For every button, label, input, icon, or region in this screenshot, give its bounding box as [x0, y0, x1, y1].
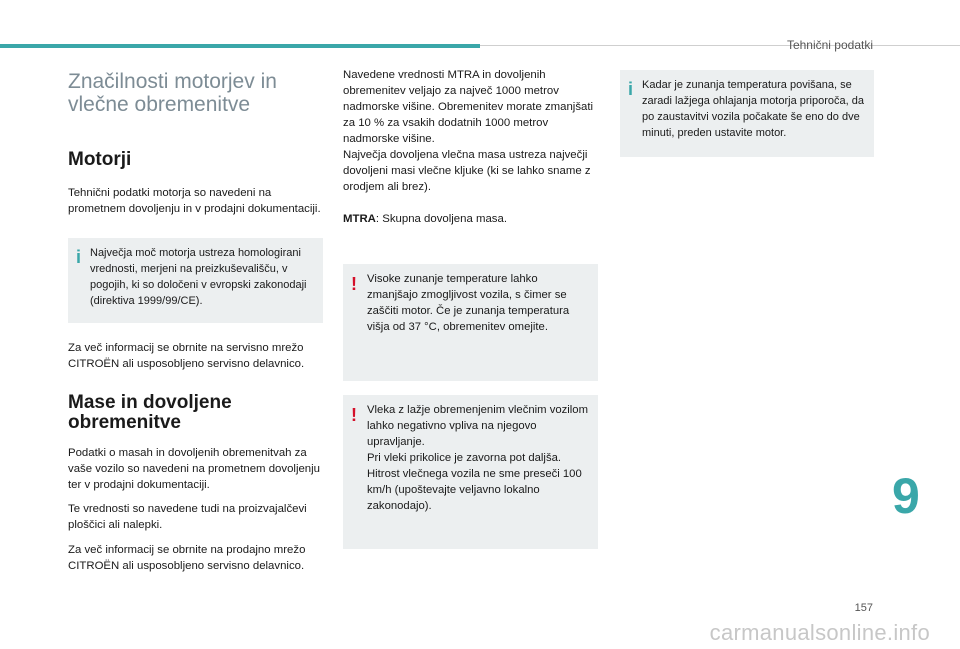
- warning-box-temperature: [343, 264, 598, 381]
- mtra-definition: [343, 211, 599, 227]
- tow-text: Največja dovoljena vlečna masa ustreza največji dovoljeni masi vlečne kljuke (ki se lahko sname z orodjem ali brez).: [343, 149, 591, 193]
- warning-box-text-b: Pri vleki prikolice je zavorna pot daljša.: [367, 452, 562, 464]
- chapter-title: Tehnični podatki: [786, 38, 873, 52]
- weights-text-3: Za več informacij se obrnite na prodajno mrežo CITROËN ali usposobljeno servisno delavnico.: [68, 544, 306, 572]
- info-icon: i: [628, 79, 634, 99]
- header-rule: [480, 45, 960, 46]
- page-number: 157: [854, 602, 873, 614]
- info-box-cooling: [620, 70, 874, 157]
- mtra-def: : Skupna dovoljena masa.: [375, 213, 507, 225]
- warning-box-text-a: Vleka z lažje obremenjenim vlečnim vozilom lahko negativno vpliva na njegovo upravljanje.: [367, 404, 589, 448]
- watermark: carmanualsonline.info: [709, 620, 930, 645]
- warning-box-text: Visoke zunanje temperature lahko zmanjšajo zmogljivost vozila, s čimer se zaščiti motor. Če je zunanja temperatura višja od 37 °C, obremenitev omejite.: [367, 273, 570, 333]
- info-box-text: Največja moč motorja ustreza homologirani vrednosti, merjeni na preizkuševališču, v pogojih, ki so določeni v evropski zakonodaji (direktiva 1999/99/CE).: [90, 247, 307, 307]
- engines-heading: Motorji: [68, 149, 132, 170]
- section-title-line2: vlečne obremenitve: [68, 93, 251, 116]
- weights-heading: [68, 393, 325, 433]
- weights-heading-line1: Mase in dovoljene: [68, 392, 232, 413]
- mtra-term: MTRA: [343, 213, 376, 225]
- section-title: [68, 70, 325, 116]
- chapter-number: 9: [892, 468, 920, 524]
- engines-text: Tehnični podatki motorja so navedeni na prometnem dovoljenju in v prodajni dokumentaciji.: [68, 187, 321, 215]
- warning-icon: !: [351, 274, 357, 294]
- warning-box-text-c: Hitrost vlečnega vozila ne sme preseči 100 km/h (upoštevajte veljavno lokalno zakonodajo).: [367, 468, 582, 512]
- weights-heading-line2: obremenitve: [68, 412, 181, 433]
- weights-text-2: Te vrednosti so navedene tudi na proizvajalčevi ploščici ali nalepki.: [68, 503, 307, 531]
- warning-box-towing: [343, 395, 598, 549]
- weights-text-1: Podatki o masah in dovoljenih obremenitvah za vaše vozilo so navedeni na prometnem dovoljenju ter v prodajni dokumentaciji.: [68, 447, 321, 491]
- info-box-text: Kadar je zunanja temperatura povišana, se zaradi lažjega ohlajanja motorja priporoča, da po zaustavitvi vozila počakate še eno do dve minuti, preden ustavite motor.: [642, 79, 864, 139]
- mtra-paragraph: [343, 67, 599, 195]
- info-box-engine-power: [68, 238, 323, 323]
- more-info-engines: Za več informacij se obrnite na servisno mrežo CITROËN ali usposobljeno servisno delavnico.: [68, 342, 305, 370]
- header-accent-bar: [0, 44, 480, 48]
- column-right: [620, 60, 874, 157]
- column-left: [68, 60, 325, 574]
- mtra-text: Navedene vrednosti MTRA in dovoljenih obremenitev veljajo za največ 1000 metrov nadmorske višine. Obremenitev morate zmanjšati za 10 % za vsakih dodatnih 1000 metrov nadmorske višine.: [343, 69, 594, 145]
- info-icon: i: [76, 247, 82, 267]
- warning-icon: !: [351, 405, 357, 425]
- column-middle: [343, 60, 599, 549]
- section-title-line1: Značilnosti motorjev in: [68, 70, 277, 93]
